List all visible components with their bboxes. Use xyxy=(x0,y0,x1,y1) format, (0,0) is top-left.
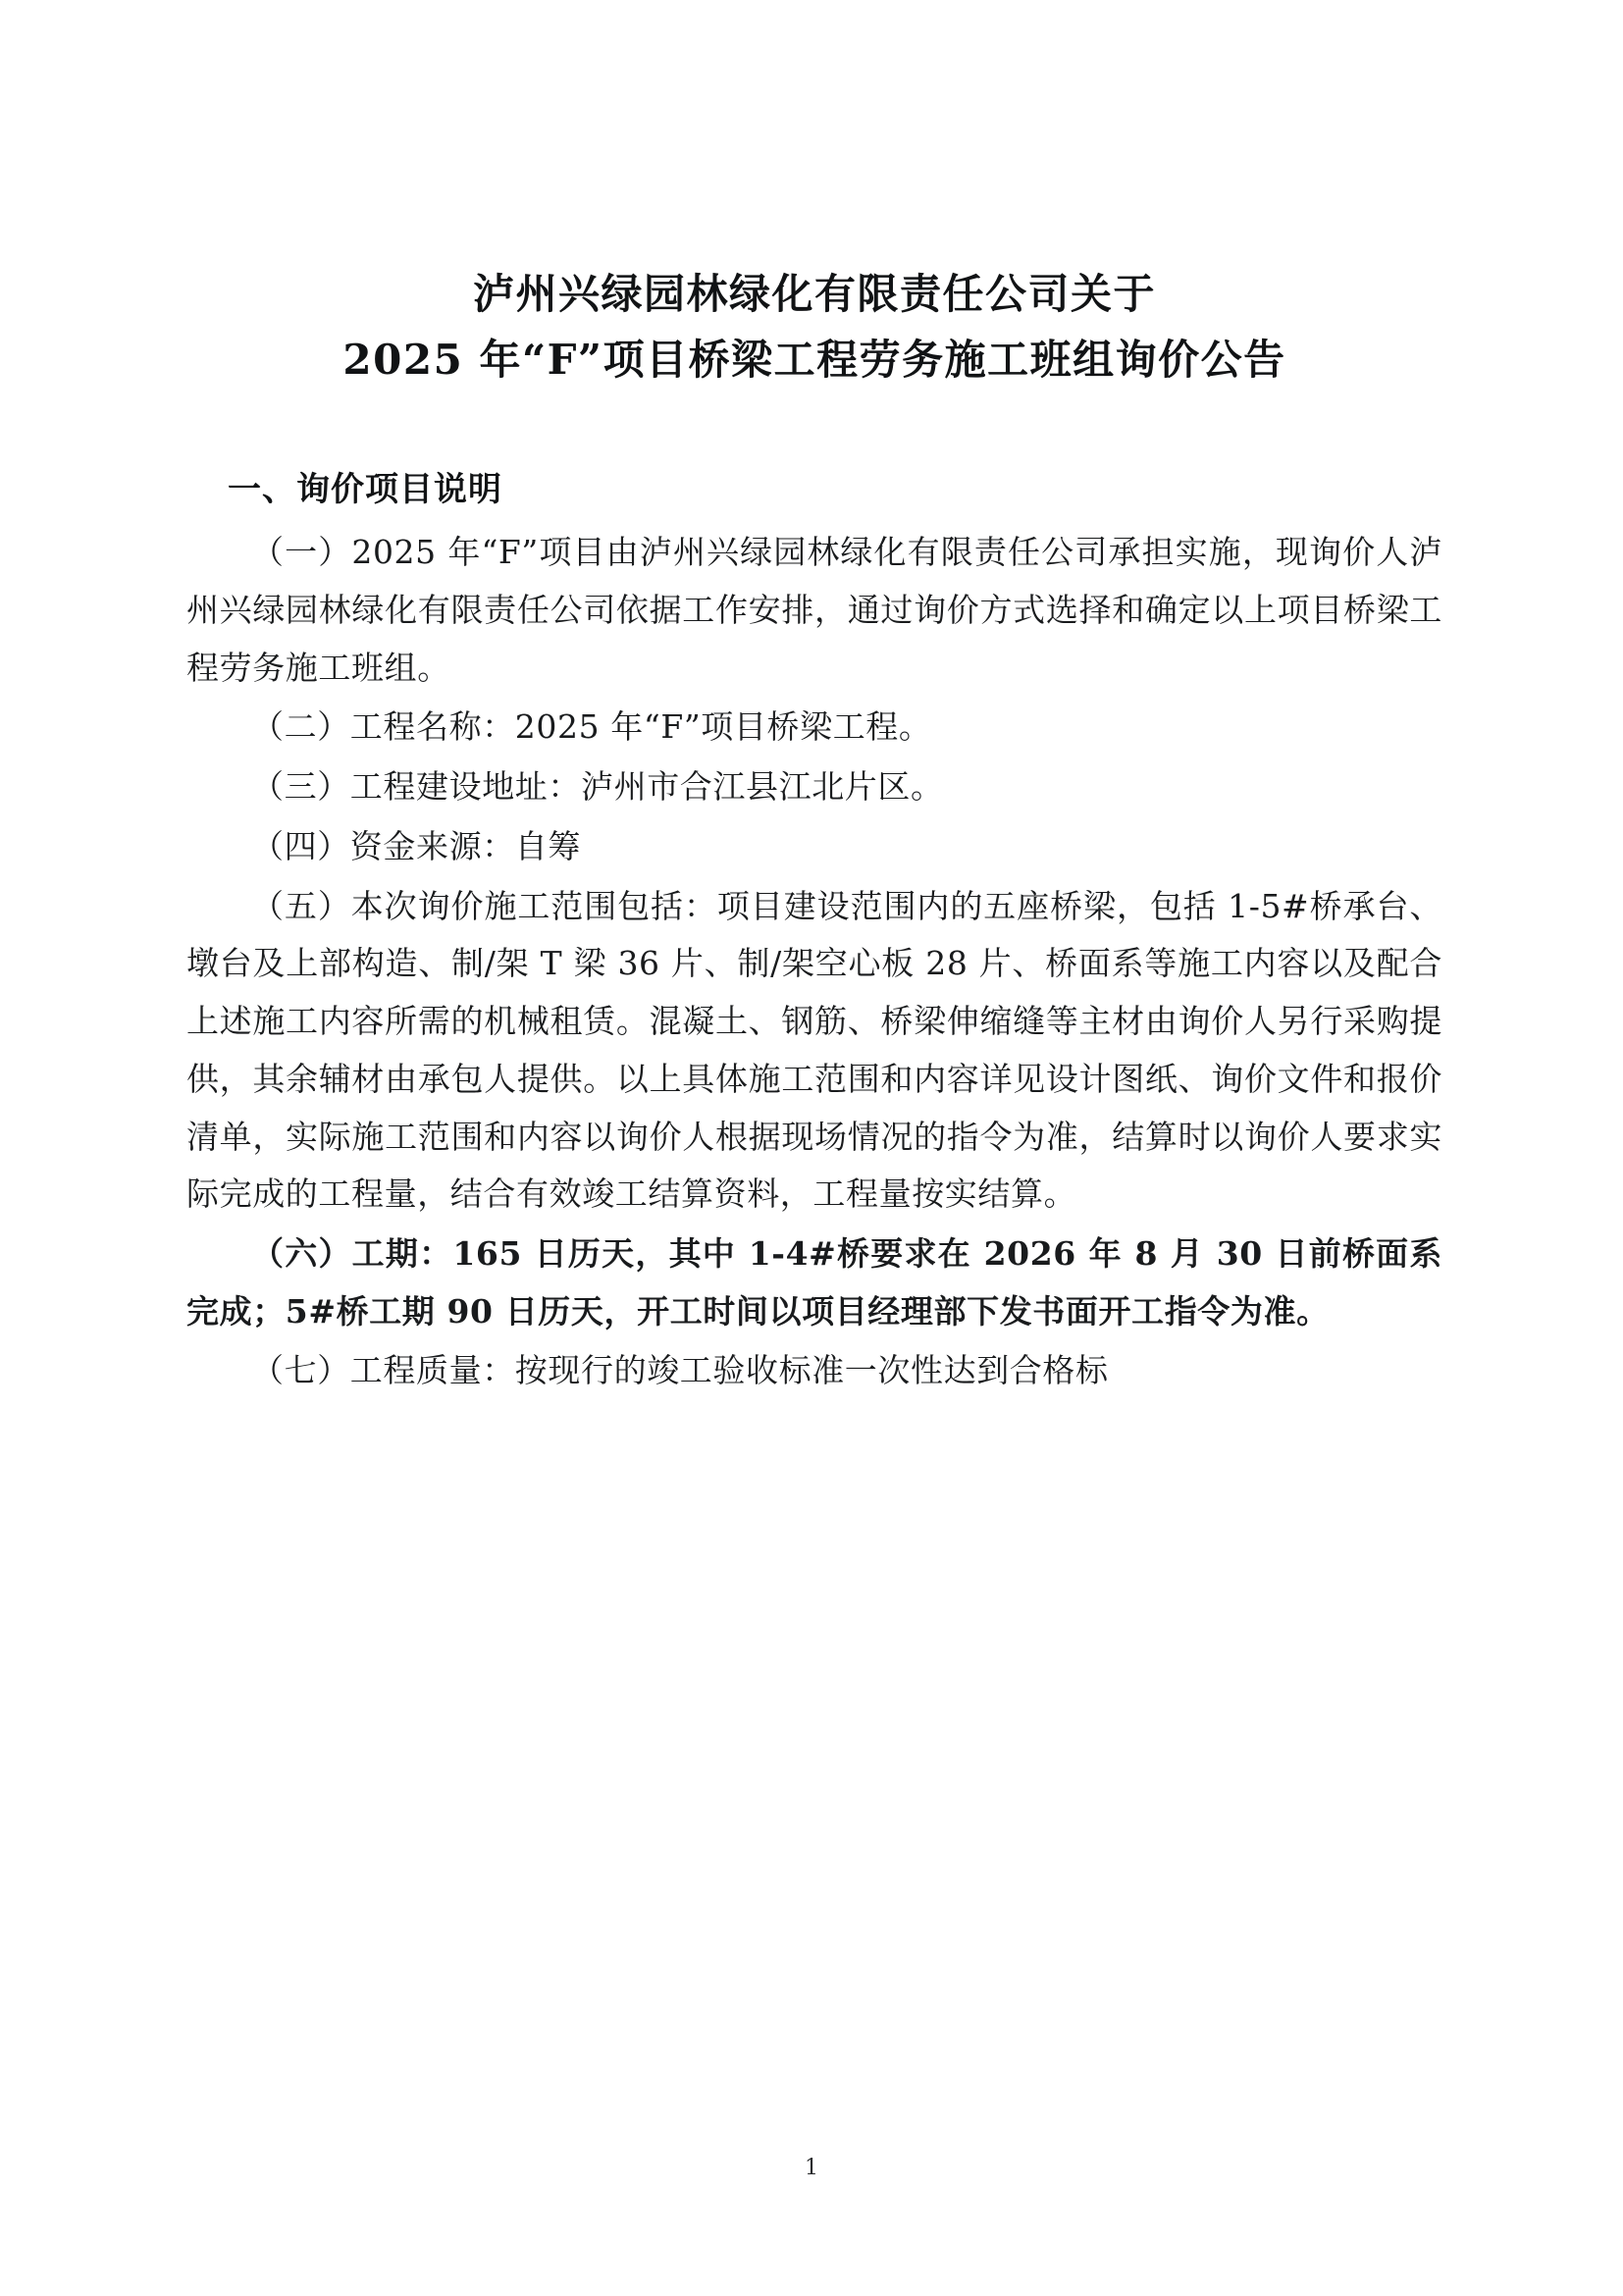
paragraph-5: （五）本次询价施工范围包括：项目建设范围内的五座桥梁，包括 1-5#桥承台、墩台及上部构造、制/架 T 梁 36 片、制/架空心板 28 片、桥面系等施工内容以及配合上述施工内容所需的机械租赁。混凝土、钢筋、桥梁伸缩缝等主材由询价人另行采购提供，其余辅材由承包人提供。以上具体施工范围和内容详见设计图纸、询价文件和报价清单，实际施工范围和内容以询价人根据现场情况的指令为准，结算时以询价人要求实际完成的工程量，结合有效竣工结算资料，工程量按实结算。 xyxy=(186,886,1442,1214)
page-number: 1 xyxy=(805,2156,818,2180)
paragraph-1: （一）2025 年“F”项目由泸州兴绿园林绿化有限责任公司承担实施，现询价人泸州兴绿园林绿化有限责任公司依据工作安排，通过询价方式选择和确定以上项目桥梁工程劳务施工班组。 xyxy=(186,533,1442,687)
paragraph-2: （二）工程名称：2025 年“F”项目桥梁工程。 xyxy=(251,707,932,747)
page-title-line-2: 2025 年“F”项目桥梁工程劳务施工班组询价公告 xyxy=(342,335,1286,384)
paragraph-6: （六）工期：165 日历天，其中 1-4#桥要求在 2026 年 8 月 30 日前桥面系完成；5#桥工期 90 日历天，开工时间以项目经理部下发书面开工指令为准。 xyxy=(186,1233,1442,1331)
paragraph-4: （四）资金来源：自筹 xyxy=(251,826,581,865)
section-heading-1: 一、询价项目说明 xyxy=(228,469,502,509)
paragraph-3: （三）工程建设地址：泸州市合江县江北片区。 xyxy=(251,767,944,807)
page-title-line-1: 泸州兴绿园林绿化有限责任公司关于 xyxy=(472,270,1156,318)
document-body xyxy=(186,265,1442,1400)
page-title xyxy=(186,265,1442,391)
paragraph-7: （七）工程质量：按现行的竣工验收标准一次性达到合格标 xyxy=(251,1351,1109,1390)
